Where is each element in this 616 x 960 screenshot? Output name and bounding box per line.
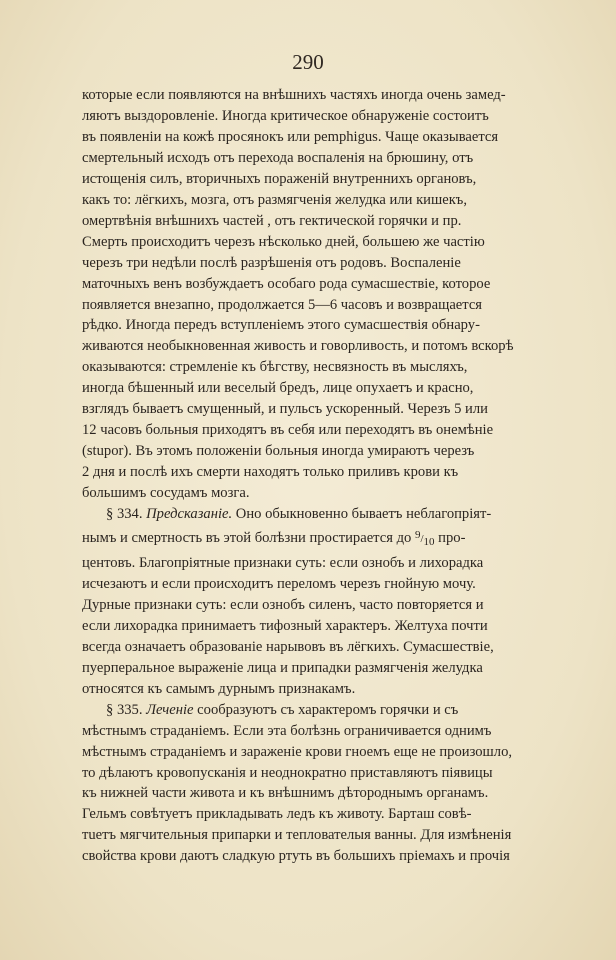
line-text: маточныхъ венъ возбуждаетъ особаго рода сумасшествіе, которое xyxy=(82,275,491,292)
line-text: нымъ и смертность въ этой болѣзни простирается до xyxy=(82,530,415,547)
text-line xyxy=(82,504,570,525)
text-line xyxy=(82,700,570,721)
text-line xyxy=(82,169,570,190)
line-text: Гельмъ совѣтуетъ прикладывать ледъ къ животу. Барташ совѣ- xyxy=(82,806,472,823)
text-line xyxy=(82,85,570,106)
line-text: омертвѣнія внѣшнихъ частей , отъ гектической горячки и пр. xyxy=(82,212,462,229)
text-line xyxy=(82,211,570,232)
text-line xyxy=(82,315,570,336)
text-line xyxy=(82,553,570,574)
text-line xyxy=(82,637,570,658)
line-text-tail: про- xyxy=(434,530,466,547)
line-text: 2 дня и послѣ ихъ смерти находятъ только приливъ крови къ xyxy=(82,464,459,481)
text-line xyxy=(82,679,570,700)
line-text: рѣдко. Иногда передъ вступленіемъ этого сумасшествія обнару- xyxy=(82,317,480,334)
text-line xyxy=(82,721,570,742)
line-text: Оно обыкновенно бываетъ неблагопріят- xyxy=(232,506,492,523)
line-text: мѣстнымъ страданіемъ. Если эта болѣзнь ограничивается однимъ xyxy=(82,722,492,739)
line-text: въ появленіи на кожѣ просянокъ или pemphigus. Чаще оказывается xyxy=(82,128,499,145)
line-text: исчезаютъ и если происходитъ переломъ черезъ гнойную мочу. xyxy=(82,575,476,592)
line-text: живаются необыкновенная живость и говорливость, и потомъ вскорѣ xyxy=(82,338,514,355)
text-line xyxy=(82,399,570,420)
line-text: мѣстнымъ страданіемъ и зараженіе крови гноемъ еще не произошло, xyxy=(82,743,513,760)
text-line xyxy=(82,127,570,148)
line-text: свойства крови даютъ сладкую ртуть въ большихъ пріемахъ и прочія xyxy=(82,848,510,865)
line-text: если лихорадка принимаетъ тифозный характеръ. Желтуха почти xyxy=(82,617,488,634)
line-text: пуерперальное выраженіе лица и припадки размягченія желудка xyxy=(82,659,483,676)
text-line xyxy=(82,336,570,357)
text-line xyxy=(82,274,570,295)
text-line xyxy=(82,616,570,637)
line-text: какъ то: лёгкихъ, мозга, отъ размягченія желудка или кишекъ, xyxy=(82,191,467,208)
line-text: 12 часовъ больныя приходятъ въ себя или переходятъ въ онемѣніе xyxy=(82,422,494,439)
line-text: центовъ. Благопріятные признаки суть: если ознобъ и лихорадка xyxy=(82,554,484,571)
line-text: большимъ сосудамъ мозга. xyxy=(82,485,250,502)
line-text: ляютъ выздоровленіе. Иногда критическое обнаруженіе состоитъ xyxy=(82,107,489,124)
text-line xyxy=(82,441,570,462)
text-line xyxy=(82,232,570,253)
text-line xyxy=(82,295,570,316)
text-line xyxy=(82,106,570,127)
text-line xyxy=(82,148,570,169)
text-line xyxy=(82,525,570,553)
line-text: появляется внезапно, продолжается 5—6 часовъ и возвращается xyxy=(82,296,483,313)
text-line xyxy=(82,378,570,399)
text-line xyxy=(82,763,570,784)
text-line xyxy=(82,825,570,846)
text-line xyxy=(82,742,570,763)
line-text: которые если появляются на внѣшнихъ частяхъ иногда очень замед- xyxy=(82,87,506,103)
text-line xyxy=(82,658,570,679)
line-text: Смерть происходитъ черезъ нѣсколько дней, большею же частію xyxy=(82,233,485,250)
section-number: § 335. xyxy=(106,701,147,718)
line-text: (stupor). Въ этомъ положеніи больныя иногда умираютъ черезъ xyxy=(82,443,475,460)
section-heading: Предсказаніе. xyxy=(146,506,233,523)
fraction-numerator: 9 xyxy=(414,529,421,542)
page-number: 290 xyxy=(292,50,324,74)
line-text: иногда бѣшенный или веселый бредъ, лице опухаетъ и красно, xyxy=(82,380,474,397)
text-line xyxy=(82,190,570,211)
text-line xyxy=(82,483,570,504)
line-text: истощенія силъ, вторичныхъ пораженій внутреннихъ органовъ, xyxy=(82,170,477,187)
text-line xyxy=(82,420,570,441)
fraction-denominator: 10 xyxy=(423,536,435,549)
fraction-slash: / xyxy=(420,533,424,546)
text-line xyxy=(82,804,570,825)
section-heading: Леченіе xyxy=(146,701,194,718)
line-text: сообразуютъ съ характеромъ горячки и съ xyxy=(193,701,459,718)
line-text: черезъ три недѣли послѣ разрѣшенія отъ родовъ. Воспаленіе xyxy=(82,254,461,271)
line-text: къ нижней части живота и къ внѣшнимъ дѣтороднымъ органамъ. xyxy=(82,785,489,802)
line-text: оказываются: стремленіе къ бѣгству, несвязность въ мысляхъ, xyxy=(82,359,468,376)
fraction xyxy=(414,529,435,549)
body-text xyxy=(82,85,570,867)
line-text: всегда означаетъ образованіе нарывовъ въ лёгкихъ. Сумасшествіе, xyxy=(82,638,494,655)
text-line xyxy=(82,846,570,867)
text-line xyxy=(82,357,570,378)
line-text: взглядъ бываетъ смущенный, и пульсъ ускоренный. Черезъ 5 или xyxy=(82,401,488,418)
text-line xyxy=(82,574,570,595)
line-text: смертельный исходъ отъ перехода воспаленія на брюшину, отъ xyxy=(82,149,474,166)
line-text: Дурные признаки суть: если ознобъ силенъ, часто повторяется и xyxy=(82,596,484,613)
text-line xyxy=(82,783,570,804)
text-line xyxy=(82,462,570,483)
text-line xyxy=(82,253,570,274)
text-line xyxy=(82,595,570,616)
line-text: относятся къ самымъ дурнымъ признакамъ. xyxy=(82,680,356,697)
line-text: то дѣлаютъ кровопусканія и неоднократно приставляютъ піявицы xyxy=(82,764,493,781)
line-text: тuетъ мягчительныя припарки и теплователыя ванны. Для измѣненія xyxy=(82,827,512,844)
section-number: § 334. xyxy=(106,506,147,523)
